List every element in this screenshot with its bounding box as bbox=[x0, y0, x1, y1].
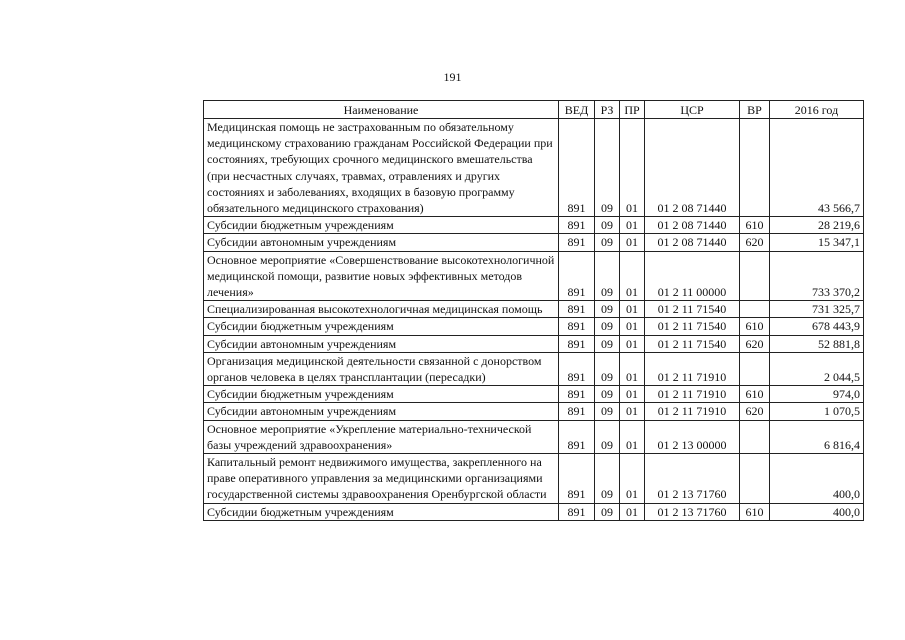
header-row bbox=[204, 101, 864, 119]
row-amount: 2 044,5 bbox=[770, 352, 864, 385]
table-body bbox=[204, 119, 864, 521]
row-name: Субсидии автономным учреждениям bbox=[204, 335, 559, 352]
header-pr: ПР bbox=[620, 101, 645, 119]
row-vr bbox=[740, 420, 770, 453]
header-rz: РЗ bbox=[595, 101, 620, 119]
row-csr: 01 2 11 71910 bbox=[645, 403, 740, 420]
row-amount: 733 370,2 bbox=[770, 251, 864, 301]
row-vr bbox=[740, 301, 770, 318]
row-pr: 01 bbox=[620, 318, 645, 335]
row-pr: 01 bbox=[620, 454, 645, 504]
row-vr: 610 bbox=[740, 503, 770, 520]
table-row bbox=[204, 335, 864, 352]
row-pr: 01 bbox=[620, 403, 645, 420]
row-csr: 01 2 08 71440 bbox=[645, 234, 740, 251]
page-number: 191 bbox=[443, 70, 462, 84]
row-rz: 09 bbox=[595, 403, 620, 420]
row-name: Субсидии бюджетным учреждениям bbox=[204, 503, 559, 520]
table-row bbox=[204, 251, 864, 301]
row-csr: 01 2 08 71440 bbox=[645, 217, 740, 234]
row-ved: 891 bbox=[559, 352, 595, 385]
row-amount: 400,0 bbox=[770, 454, 864, 504]
row-name: Организация медицинской деятельности связанной с донорством органов человека в целях трансплантации (пересадки) bbox=[204, 352, 559, 385]
row-name: Основное мероприятие «Совершенствование высокотехнологичной медицинской помощи, развитие новых эффективных методов лечения» bbox=[204, 251, 559, 301]
table-row bbox=[204, 301, 864, 318]
row-pr: 01 bbox=[620, 119, 645, 217]
row-csr: 01 2 13 71760 bbox=[645, 503, 740, 520]
table-row bbox=[204, 420, 864, 453]
row-amount: 15 347,1 bbox=[770, 234, 864, 251]
row-name: Субсидии автономным учреждениям bbox=[204, 403, 559, 420]
row-amount: 678 443,9 bbox=[770, 318, 864, 335]
row-vr: 620 bbox=[740, 403, 770, 420]
row-vr: 610 bbox=[740, 217, 770, 234]
row-csr: 01 2 11 71540 bbox=[645, 318, 740, 335]
row-ved: 891 bbox=[559, 386, 595, 403]
row-name: Субсидии бюджетным учреждениям bbox=[204, 217, 559, 234]
row-csr: 01 2 08 71440 bbox=[645, 119, 740, 217]
row-vr bbox=[740, 251, 770, 301]
table-row bbox=[204, 318, 864, 335]
row-ved: 891 bbox=[559, 318, 595, 335]
row-rz: 09 bbox=[595, 352, 620, 385]
row-ved: 891 bbox=[559, 301, 595, 318]
row-vr bbox=[740, 352, 770, 385]
row-vr: 610 bbox=[740, 386, 770, 403]
row-vr: 620 bbox=[740, 335, 770, 352]
row-pr: 01 bbox=[620, 503, 645, 520]
row-vr: 620 bbox=[740, 234, 770, 251]
row-pr: 01 bbox=[620, 251, 645, 301]
table-row bbox=[204, 403, 864, 420]
row-rz: 09 bbox=[595, 386, 620, 403]
row-ved: 891 bbox=[559, 217, 595, 234]
header-ved: ВЕД bbox=[559, 101, 595, 119]
row-ved: 891 bbox=[559, 503, 595, 520]
table-row bbox=[204, 454, 864, 504]
row-amount: 43 566,7 bbox=[770, 119, 864, 217]
row-amount: 974,0 bbox=[770, 386, 864, 403]
row-ved: 891 bbox=[559, 335, 595, 352]
row-pr: 01 bbox=[620, 352, 645, 385]
row-ved: 891 bbox=[559, 454, 595, 504]
budget-table bbox=[203, 100, 864, 521]
table-row bbox=[204, 119, 864, 217]
row-ved: 891 bbox=[559, 403, 595, 420]
table-row bbox=[204, 234, 864, 251]
row-rz: 09 bbox=[595, 420, 620, 453]
header-name: Наименование bbox=[204, 101, 559, 119]
row-ved: 891 bbox=[559, 234, 595, 251]
header-csr: ЦСР bbox=[645, 101, 740, 119]
row-csr: 01 2 11 71540 bbox=[645, 301, 740, 318]
row-name: Специализированная высокотехнологичная медицинская помощь bbox=[204, 301, 559, 318]
row-rz: 09 bbox=[595, 454, 620, 504]
row-name: Медицинская помощь не застрахованным по обязательному медицинскому страхованию гражданам Российской Федерации при состояниях, требующих срочного медицинского вмешательства (при несчастных случаях, травмах, отравлениях и других состояниях и заболеваниях, входящих в базовую программу обязательного медицинского страхования) bbox=[204, 119, 559, 217]
row-rz: 09 bbox=[595, 335, 620, 352]
row-amount: 28 219,6 bbox=[770, 217, 864, 234]
row-pr: 01 bbox=[620, 217, 645, 234]
table-row bbox=[204, 217, 864, 234]
row-pr: 01 bbox=[620, 301, 645, 318]
row-ved: 891 bbox=[559, 119, 595, 217]
row-rz: 09 bbox=[595, 119, 620, 217]
row-vr bbox=[740, 119, 770, 217]
row-amount: 400,0 bbox=[770, 503, 864, 520]
row-name: Основное мероприятие «Укрепление материально-технической базы учреждений здравоохранения» bbox=[204, 420, 559, 453]
row-name: Субсидии бюджетным учреждениям bbox=[204, 386, 559, 403]
row-rz: 09 bbox=[595, 251, 620, 301]
row-amount: 6 816,4 bbox=[770, 420, 864, 453]
row-vr: 610 bbox=[740, 318, 770, 335]
row-rz: 09 bbox=[595, 217, 620, 234]
row-name: Субсидии бюджетным учреждениям bbox=[204, 318, 559, 335]
row-csr: 01 2 11 71910 bbox=[645, 386, 740, 403]
table-header bbox=[204, 101, 864, 119]
row-rz: 09 bbox=[595, 301, 620, 318]
row-rz: 09 bbox=[595, 503, 620, 520]
row-rz: 09 bbox=[595, 234, 620, 251]
row-ved: 891 bbox=[559, 420, 595, 453]
row-ved: 891 bbox=[559, 251, 595, 301]
row-pr: 01 bbox=[620, 335, 645, 352]
table-row bbox=[204, 352, 864, 385]
row-csr: 01 2 13 71760 bbox=[645, 454, 740, 504]
row-pr: 01 bbox=[620, 234, 645, 251]
row-rz: 09 bbox=[595, 318, 620, 335]
row-pr: 01 bbox=[620, 386, 645, 403]
row-name: Субсидии автономным учреждениям bbox=[204, 234, 559, 251]
header-vr: ВР bbox=[740, 101, 770, 119]
row-amount: 52 881,8 bbox=[770, 335, 864, 352]
row-csr: 01 2 13 00000 bbox=[645, 420, 740, 453]
row-vr bbox=[740, 454, 770, 504]
header-amount: 2016 год bbox=[770, 101, 864, 119]
row-amount: 731 325,7 bbox=[770, 301, 864, 318]
row-pr: 01 bbox=[620, 420, 645, 453]
row-csr: 01 2 11 71910 bbox=[645, 352, 740, 385]
row-name: Капитальный ремонт недвижимого имущества, закрепленного на праве оперативного управления за медицинскими организациями государственной системы здравоохранения Оренбургской области bbox=[204, 454, 559, 504]
row-csr: 01 2 11 00000 bbox=[645, 251, 740, 301]
table-row bbox=[204, 386, 864, 403]
row-csr: 01 2 11 71540 bbox=[645, 335, 740, 352]
row-amount: 1 070,5 bbox=[770, 403, 864, 420]
table-row bbox=[204, 503, 864, 520]
